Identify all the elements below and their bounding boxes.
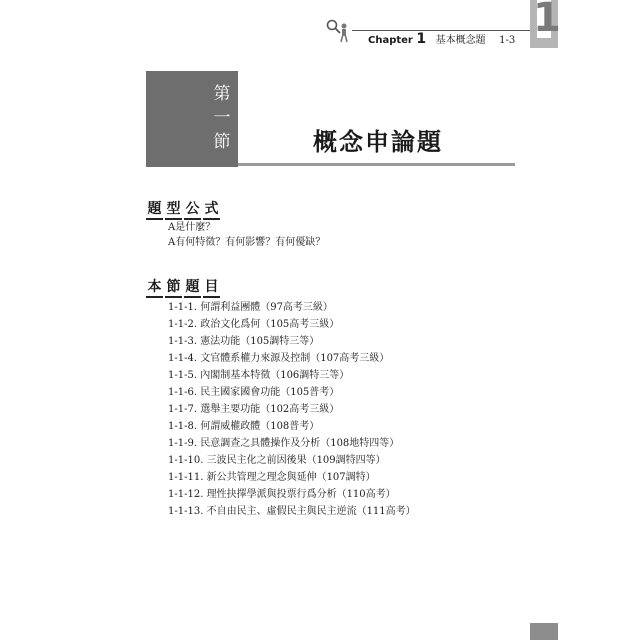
magnifier-figure-icon [326,18,352,44]
heading-char: 題 [146,198,163,220]
page-header [0,0,640,60]
chapter-word: Chapter [368,35,413,46]
topic-item: 1-1-7. 選舉主要功能（102高考三級） [168,404,340,415]
heading-char: 本 [146,276,163,298]
heading-char: 節 [165,276,182,298]
topic-item: 1-1-8. 何謂威權政體（108普考） [168,421,320,432]
topic-item: 1-1-9. 民意調查之具體操作及分析（108地特四等） [168,438,400,449]
page-corner-tab [530,623,558,640]
section-title: 概念申論題 [313,128,443,156]
section-label [210,82,234,154]
chapter-tab-number: 1 [533,0,561,41]
heading-char: 目 [203,276,220,298]
topic-item: 1-1-2. 政治文化爲何（105高考三級） [168,319,340,330]
topic-item: 1-1-12. 理性抉擇學派與投票行爲分析（110高考） [168,489,396,500]
topic-item: 1-1-1. 何謂利益團體（97高考三級） [168,302,333,313]
heading-char: 公 [184,198,201,220]
topic-item: 1-1-3. 憲法功能（105調特三等） [168,336,320,347]
section-label-char: 節 [213,132,231,152]
chapter-number: 1 [416,31,427,47]
topic-item: 1-1-13. 不自由民主、虛假民主與民主逆流（111高考） [168,506,416,517]
formula-line: A有何特徵？有何影響？有何優缺？ [168,237,326,248]
page-number: 1-3 [499,35,516,46]
topic-item: 1-1-11. 新公共管理之理念與延伸（107調特） [168,472,376,483]
chapter-title: 基本概念題 [435,35,486,46]
formula-line: A是什麼？ [168,222,216,233]
topic-item: 1-1-5. 內閣制基本特徵（106調特三等） [168,370,350,381]
topic-item: 1-1-4. 文官體系權力來源及控制（107高考三級） [168,353,390,364]
topic-item: 1-1-6. 民主國家國會功能（105普考） [168,387,340,398]
title-rule [238,163,515,166]
section-label-char: 第 [213,84,231,104]
header-text [368,31,515,47]
topic-item: 1-1-10. 三波民主化之前因後果（109調特四等） [168,455,386,466]
formula-heading [146,198,222,220]
heading-char: 型 [165,198,182,220]
topic-list [168,299,416,520]
heading-char: 式 [203,198,220,220]
heading-char: 題 [184,276,201,298]
formula-list [168,220,325,250]
topics-heading [146,276,222,298]
section-label-char: 一 [213,108,231,128]
